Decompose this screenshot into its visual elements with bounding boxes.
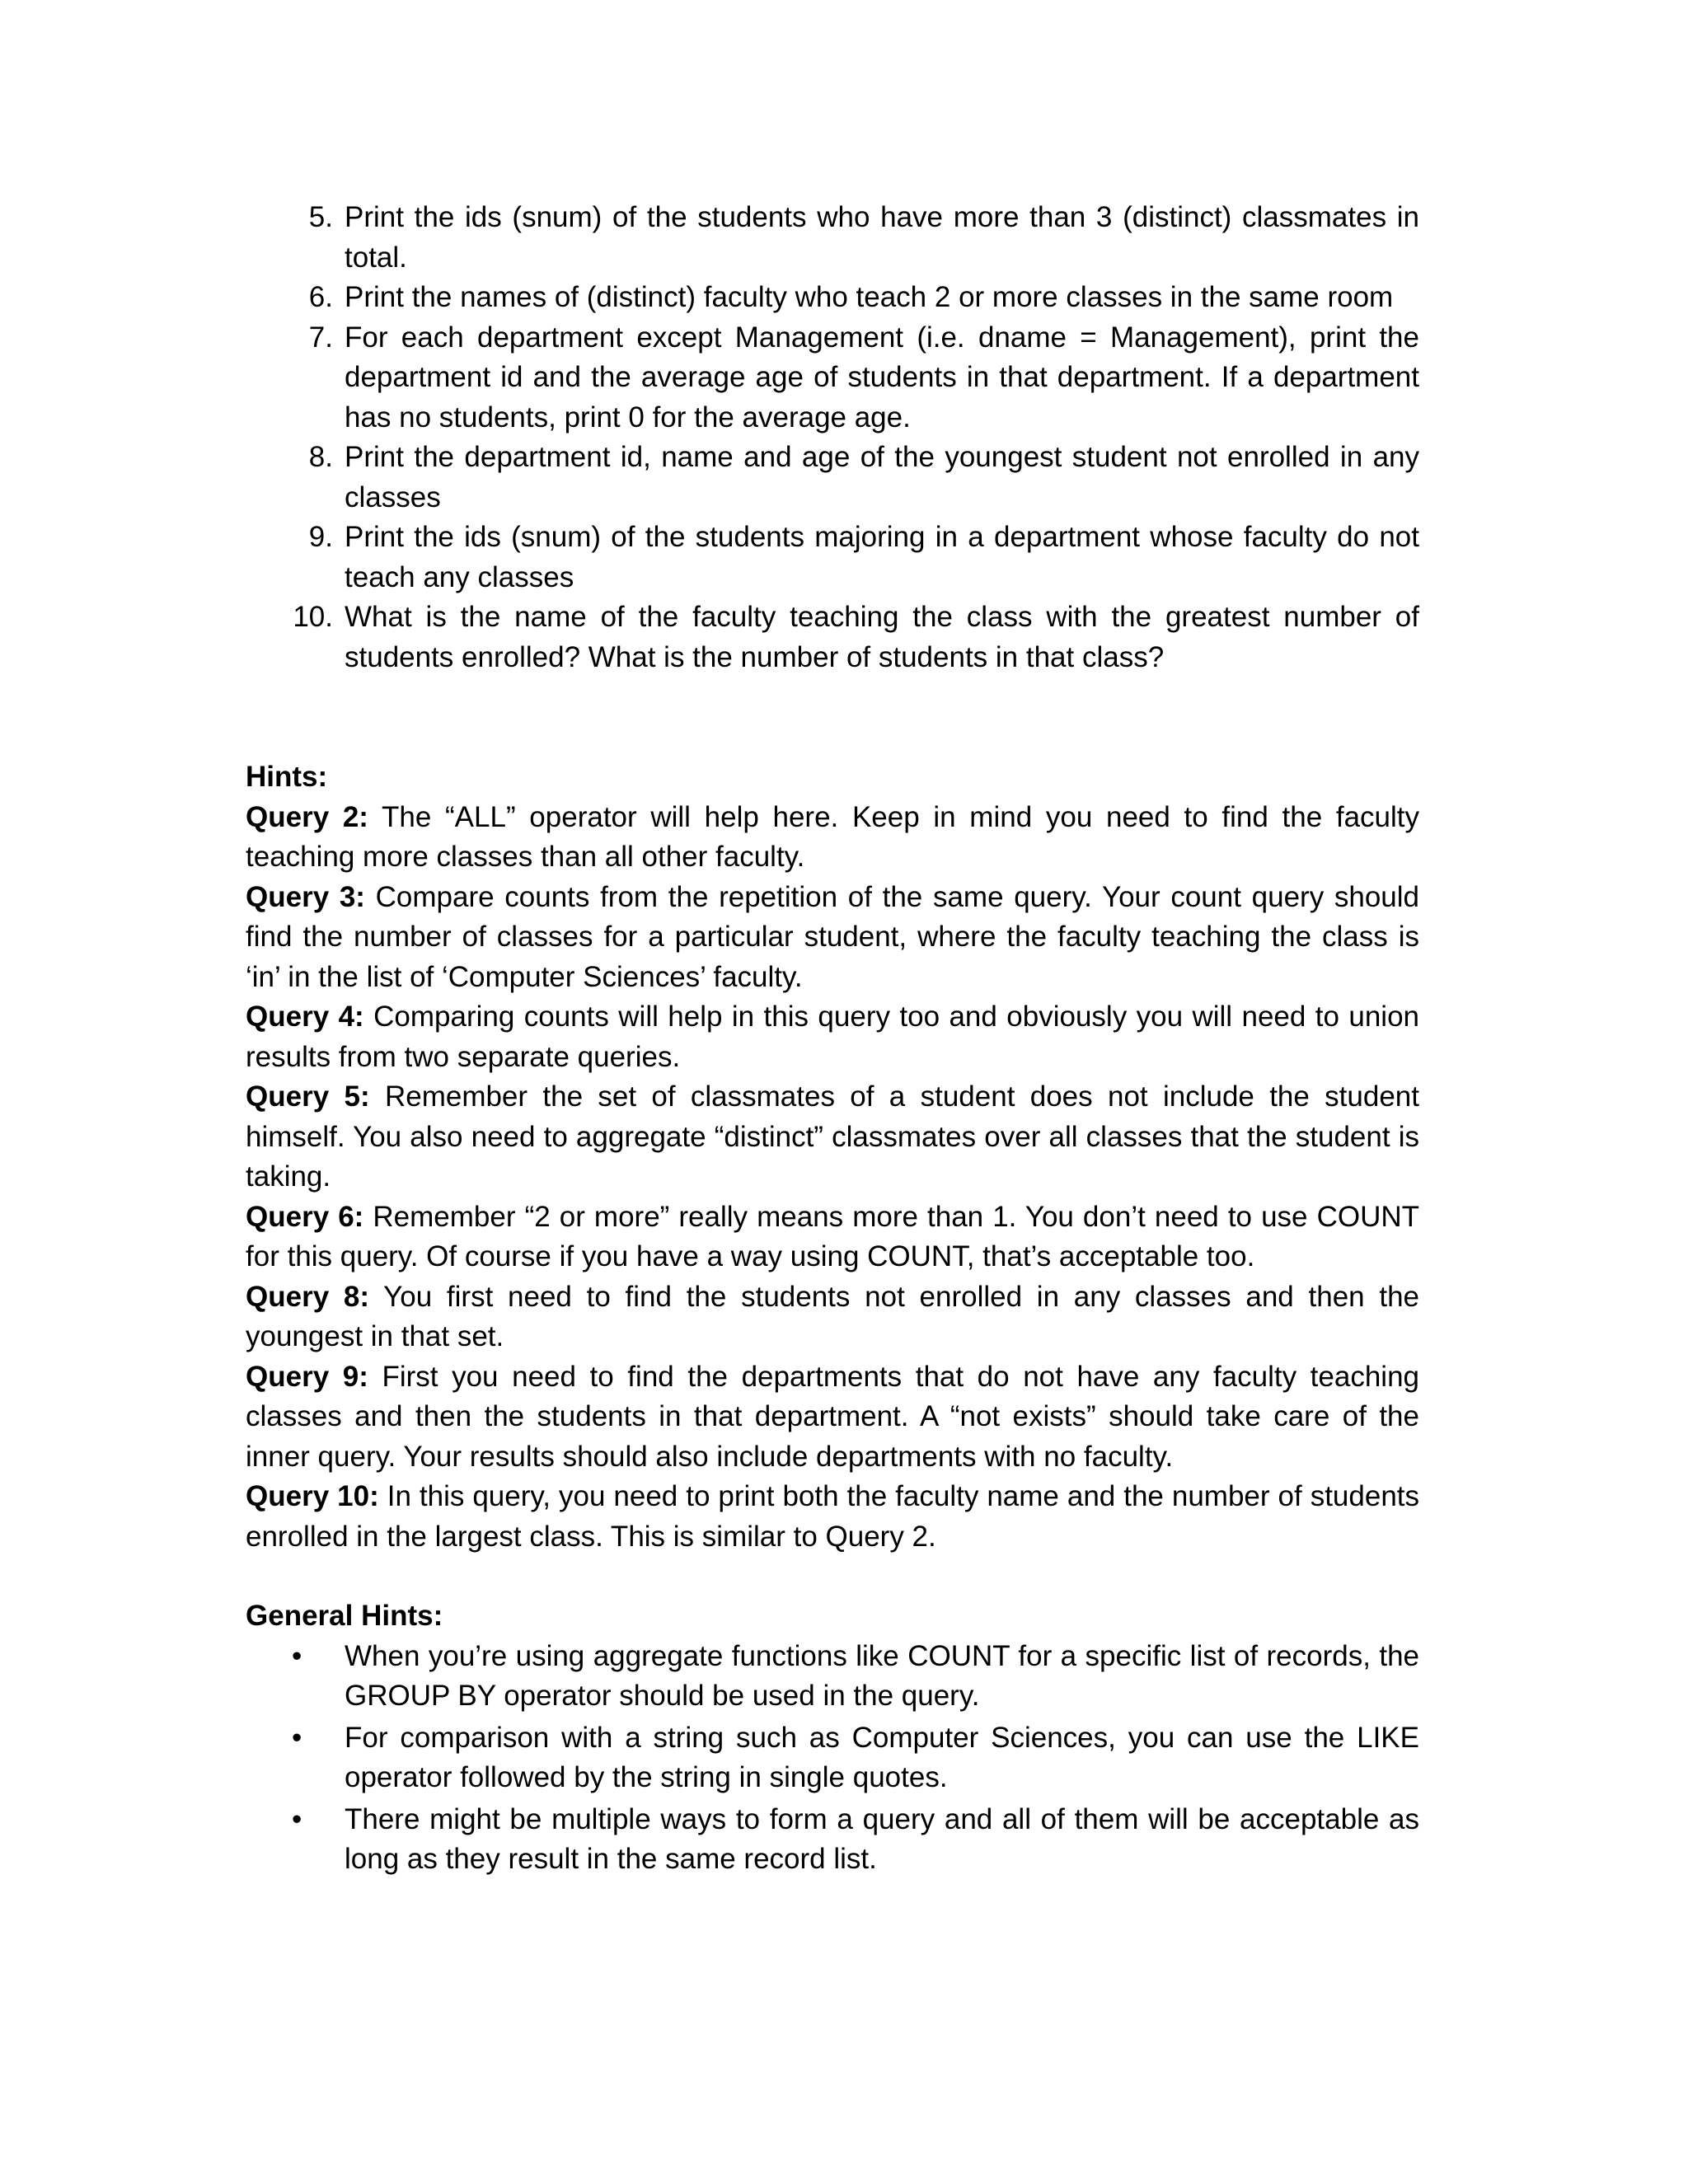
general-hint-text: For comparison with a string such as Computer Sciences, you can use the LIKE operator followed by the string in single quotes. xyxy=(345,1721,1419,1793)
hint-text: The “ALL” operator will help here. Keep in mind you need to find the faculty teaching more classes than all other faculty. xyxy=(246,800,1420,873)
question-text: Print the ids (snum) of the students who have more than 3 (distinct) classmates in total. xyxy=(345,201,1419,274)
question-item xyxy=(246,278,1419,318)
general-hint-item xyxy=(246,1800,1419,1880)
bullet-icon: • xyxy=(292,1721,302,1754)
question-number: 7. xyxy=(308,321,333,354)
question-number: 5. xyxy=(308,201,333,233)
hint-label: Query 4: xyxy=(246,1001,364,1033)
hint-query-4 xyxy=(246,997,1419,1077)
general-hint-item xyxy=(246,1637,1419,1717)
general-hint-item xyxy=(246,1718,1419,1798)
bullet-icon: • xyxy=(292,1639,302,1672)
question-text: For each department except Management (i.e. dname = Management), print the department id and the average age of students in that department. If a department has no students, print 0 for the average age. xyxy=(345,321,1419,434)
question-item xyxy=(246,198,1419,278)
general-hint-text: When you’re using aggregate functions like COUNT for a specific list of records, the GROUP BY operator should be used in the query. xyxy=(345,1639,1419,1712)
question-number: 10. xyxy=(293,601,333,633)
hint-label: Query 10: xyxy=(246,1480,379,1512)
hint-text: First you need to find the departments that do not have any faculty teaching classes and then the students in that department. A “not exists” should take care of the inner query. Your results should also include departments with no faculty. xyxy=(246,1360,1420,1473)
hint-query-6 xyxy=(246,1197,1419,1277)
question-text: What is the name of the faculty teaching the class with the greatest number of students enrolled? What is the number of students in that class? xyxy=(345,601,1419,673)
bullet-icon: • xyxy=(292,1802,302,1835)
hint-query-2 xyxy=(246,798,1419,878)
general-hints-section xyxy=(246,1596,1419,1880)
hint-label: Query 2: xyxy=(246,800,368,833)
question-number: 6. xyxy=(308,281,333,313)
hint-query-9 xyxy=(246,1357,1419,1478)
hints-section xyxy=(246,757,1419,1557)
hint-text: Compare counts from the repetition of the same query. Your count query should find the number of classes for a particular student, where the faculty teaching the class is ‘in’ in the list of ‘Computer Sciences’ faculty. xyxy=(246,880,1420,993)
hint-label: Query 8: xyxy=(246,1280,370,1313)
hint-text: Comparing counts will help in this query too and obviously you will need to union results from two separate queries. xyxy=(246,1001,1419,1073)
hint-query-3 xyxy=(246,878,1419,998)
question-list xyxy=(246,198,1419,677)
hints-heading: Hints: xyxy=(246,761,328,793)
hint-text: Remember the set of classmates of a student does not include the student himself. You also need to aggregate “distinct” classmates over all classes that the student is taking. xyxy=(246,1080,1419,1193)
general-hint-text: There might be multiple ways to form a query and all of them will be acceptable as long as they result in the same record list. xyxy=(345,1802,1419,1875)
hint-query-8 xyxy=(246,1277,1419,1357)
hint-text: Remember “2 or more” really means more than 1. You don’t need to use COUNT for this query. Of course if you have a way using COUNT, that’s acceptable too. xyxy=(246,1200,1419,1272)
general-hints-list xyxy=(246,1637,1419,1880)
hint-label: Query 5: xyxy=(246,1080,370,1113)
question-text: Print the ids (snum) of the students majoring in a department whose faculty do not teach any classes xyxy=(345,521,1419,593)
general-hints-heading: General Hints: xyxy=(246,1600,443,1632)
page-content xyxy=(246,198,1419,1882)
question-item xyxy=(246,438,1419,518)
hint-text: In this query, you need to print both the faculty name and the number of students enrolled in the largest class. This is similar to Query 2. xyxy=(246,1480,1420,1553)
question-number: 8. xyxy=(308,441,333,473)
question-item xyxy=(246,598,1419,677)
question-text: Print the department id, name and age of the youngest student not enrolled in any classes xyxy=(345,441,1419,513)
question-item xyxy=(246,518,1419,598)
hint-query-5 xyxy=(246,1077,1419,1197)
hint-text: You first need to find the students not enrolled in any classes and then the youngest in that set. xyxy=(246,1280,1420,1352)
hint-label: Query 3: xyxy=(246,880,365,913)
hint-label: Query 6: xyxy=(246,1200,364,1233)
question-item xyxy=(246,318,1419,438)
question-number: 9. xyxy=(308,521,333,553)
hint-label: Query 9: xyxy=(246,1360,368,1393)
question-text: Print the names of (distinct) faculty who teach 2 or more classes in the same room xyxy=(345,281,1394,313)
hint-query-10 xyxy=(246,1477,1419,1557)
